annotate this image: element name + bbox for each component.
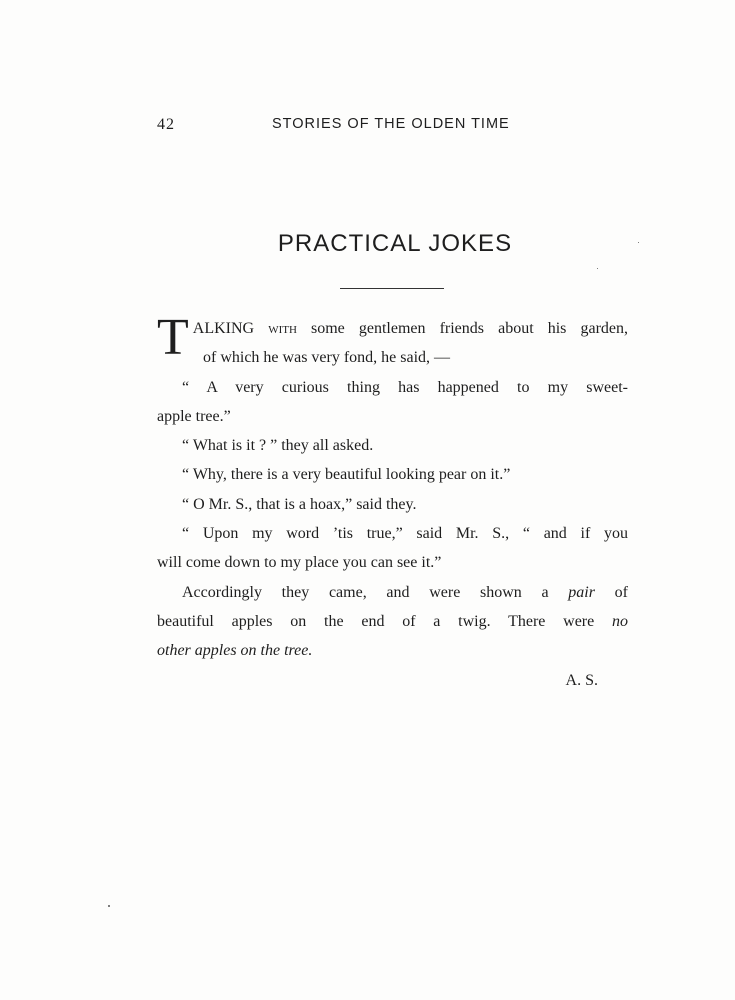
paper-speck [597,268,598,269]
lead-line-2: of which he was very fond, he said, — [203,349,451,367]
lead-line-1 [157,314,628,343]
paper-speck [108,905,110,907]
paragraph-7-line-1 [157,578,628,607]
paragraph-6 [157,519,628,578]
article-body [157,309,629,695]
paragraph-2-line-1: “ A very curious thing has happened to my sweet- [182,378,628,396]
paragraph-7-line-3: other apples on the tree. [157,642,313,660]
running-title: STORIES OF THE OLDEN TIME [272,116,510,132]
signature: A. S. [565,671,598,689]
paragraph-6-line-1: “ Upon my word ’tis true,” said Mr. S., “ and if you [182,525,628,543]
lead-paragraph [157,309,629,373]
drop-cap: T [157,309,189,366]
lead-small-caps: with [268,320,297,337]
paper-speck [638,242,639,243]
paragraph-7 [157,578,628,666]
paragraph-7-line-2-a: beautiful apples on the end of a twig. There were [157,612,612,630]
lead-line-1-rest: some gentlemen friends about his garden, [296,320,629,337]
paragraph-6-line-2: will come down to my place you can see it.” [157,554,442,572]
paragraph-2-line-2: apple tree.” [157,407,231,425]
emphasis-pair: pair [568,583,595,601]
title-rule [340,288,444,289]
lead-caps: ALKING [192,320,255,337]
paragraph-5: “ O Mr. S., that is a hoax,” said they. [182,495,417,513]
page-number: 42 [157,116,175,133]
paragraph-7-line-1-b: of [594,583,629,601]
emphasis-no: no [612,612,628,630]
paragraph-2 [157,373,628,432]
running-head [157,116,627,138]
paragraph-4: “ Why, there is a very beautiful looking pear on it.” [182,466,511,484]
paragraph-3: “ What is it ? ” they all asked. [182,437,374,455]
article-title: PRACTICAL JOKES [277,230,513,257]
paragraph-7-line-2 [157,607,628,636]
paragraph-7-line-1-a: Accordingly they came, and were shown a [182,583,569,601]
